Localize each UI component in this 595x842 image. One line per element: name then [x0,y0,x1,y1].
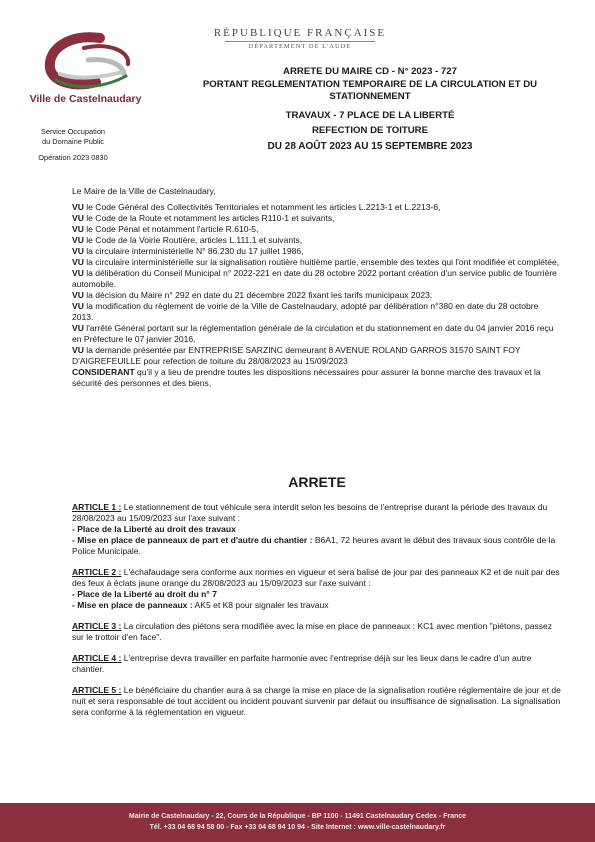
bullet-bold: - Mise en place de panneaux : [72,600,193,610]
preamble-text: le Code de la Route et notamment les articles R110-1 et suivants, [83,213,335,223]
preamble-lead: VU [72,213,84,223]
article-bullet [72,524,562,535]
preamble-text: la demande présentée par ENTREPRISE SARZINC demeurant 8 AVENUE ROLAND GARROS 31570 SAINT FOY D'AIGREFEUILLE pour refection de toiture du 28/08/2023 au 15/09/2023 [72,345,521,366]
article-2 [72,567,562,611]
preamble-lead: VU [72,290,84,300]
preamble-item [72,345,562,367]
preamble-lead: VU [72,268,84,278]
bullet-rest: B6A1, 72 heures avant le début des travaux sous contrôle de la Police Municipale. [72,535,556,556]
article-body [72,621,562,643]
decree-number: ARRETE DU MAIRE CD - N° 2023 - 727 [283,66,457,77]
works-dates: DU 28 AOÛT 2023 AU 15 SEPTEMBRE 2023 [267,140,473,152]
preamble-lead: VU [72,323,84,333]
article-text: Le bénéficiaire du chantier aura à sa charge la mise en place de la signalisation routière réglementaire de jour et de nuit et sera responsable de tout accident ou incident pouvant survenir par défaut ou insuffisance de signalisation. La signalisation sera conforme à la réglementation en vigueur. [72,685,561,717]
preamble-text: la circulaire interministérielle N° 86.230 du 17 juillet 1986, [83,246,304,256]
preamble-lead: VU [72,235,84,245]
header-divider [225,41,375,42]
preamble-item [72,290,562,301]
page-footer [0,803,595,842]
article-label: ARTICLE 4 : [72,653,122,663]
works-type: REFECTION DE TOITURE [311,125,429,136]
preamble-lead: VU [72,246,84,256]
preamble [72,186,562,389]
preamble-item [72,213,562,224]
operation-number: Opération 2023 0830 [38,153,108,162]
footer-address: Mairie de Castelnaudary - 22, Cours de la République - BP 1100 - 11491 Castelnaudary Cedex - France [128,813,467,820]
preamble-item [72,246,562,257]
preamble-intro: Le Maire de la Ville de Castelnaudary, [72,186,216,196]
article-label: ARTICLE 1 : [72,502,122,512]
preamble-text: la décision du Maire n° 292 en date du 21 décembre 2022 fixant les tarifs municipaux 2023. [83,290,433,300]
article-bullet [72,600,562,611]
preamble-text: la modification du règlement de voirie de la Ville de Castelnaudary, adopté par délibération n°380 en date du 28 octobre 2013. [72,301,539,322]
article-bullet [72,535,562,557]
article-body [72,685,562,718]
service-line-1: Service Occupation [40,127,106,136]
preamble-text: l'arrêté Général portant sur la réglementation générale de la circulation et du stationnement en date du 04 janvier 2016 reçu en Préfecture le 07 janvier 2016, [72,323,554,344]
preamble-item [72,235,562,246]
article-text: Le stationnement de tout véhicule sera interdit selon les besoins de l'entreprise durant la période des travaux du 28/08/2023 au 15/09/2023 sur l'axe suivant : [72,502,548,523]
arrete-heading: ARRETE [288,474,346,490]
service-label [18,127,128,147]
decree-titles [160,66,580,153]
preamble-item [72,323,562,345]
article-label: ARTICLE 2 : [72,567,122,577]
article-3 [72,621,562,643]
preamble-text: le Code de la Voirie Routière, articles L.111.1 et suivants, [83,235,303,245]
preamble-text: le Code Pénal et notamment l'article R.610-5, [83,224,259,234]
preamble-item [72,257,562,268]
article-label: ARTICLE 5 : [72,685,122,695]
footer-contact: Tél. +33 04 68 94 58 00 - Fax +33 04 68 94 10 94 - Site Internet : www.ville-castelnaudary.fr [149,824,446,831]
preamble-lead: VU [72,202,84,212]
articles [72,502,562,728]
preamble-lead: VU [72,224,84,234]
republic-heading: RÉPUBLIQUE FRANÇAISE [213,27,387,39]
article-label: ARTICLE 3 : [72,621,122,631]
preamble-lead: VU [72,301,84,311]
preamble-item [72,224,562,235]
preamble-item [72,268,562,290]
logo-city-name: Ville de Castelnaudary [29,93,142,105]
bullet-rest: AK5 et K8 pour signaler les travaux [192,600,329,610]
article-text: L'échafaudage sera conforme aux normes en vigueur et sera balisé de jour par des panneaux K2 et de nuit par des des feux à éclats jaune orange du 28/08/2023 au 15/09/2023 sur l'axe suivant : [72,567,560,588]
article-text: L'entreprise devra travailler en parfaite harmonie avec l'entreprise déjà sur les lieux dans le cadre d'un autre chantier. [72,653,532,674]
article-1 [72,502,562,557]
preamble-item [72,202,562,213]
article-5 [72,685,562,718]
logo-emblem-icon [30,30,140,96]
works-location: TRAVAUX - 7 PLACE DE LA LIBERTÉ [285,109,455,121]
preamble-item [72,301,562,323]
preamble-item [72,367,562,389]
preamble-lead: CONSIDERANT [72,367,135,377]
preamble-text: le Code Général des Collectivités Territoriales et notamment les articles L.2213-1 et L.2213-6, [83,202,441,212]
article-body [72,567,562,589]
decree-subject-line1: PORTANT REGLEMENTATION TEMPORAIRE DE LA CIRCULATION ET DU [202,78,538,90]
preamble-text: qu'il y a lieu de prendre toutes les dispositions nécessaires pour assurer la bonne marche des travaux et la sécurité des personnes et des biens, [72,367,541,388]
bullet-bold: - Place de la Liberté au droit du n° 7 [72,589,217,599]
article-bullet [72,589,562,600]
article-body [72,653,562,675]
preamble-lead: VU [72,345,84,355]
preamble-text: la délibération du Conseil Municipal n° 2022-221 en date du 28 octobre 2022 portant création d'un service public de fourrière automobile. [72,268,557,289]
article-text: La circulation des piétons sera modifiée avec la mise en place de panneaux : KC1 avec mention "piétons, passez sur le trottoir d'en face". [72,621,553,642]
decree-subject-line2: STATIONNEMENT [329,91,411,102]
bullet-bold: - Place de la Liberté au droit des travaux [72,524,236,534]
article-body [72,502,562,524]
article-4 [72,653,562,675]
department-heading: DÉPARTEMENT DE L'AUDE [248,43,352,50]
bullet-bold: - Mise en place de panneaux de part et d'autre du chantier : [72,535,313,545]
preamble-lead: VU [72,257,84,267]
service-line-2: du Domaine Public [41,137,105,146]
preamble-text: la circulaire interministérielle sur la signalisation routière huitième partie, ensemble des textes qui l'ont modifiée et complétée, [83,257,560,267]
